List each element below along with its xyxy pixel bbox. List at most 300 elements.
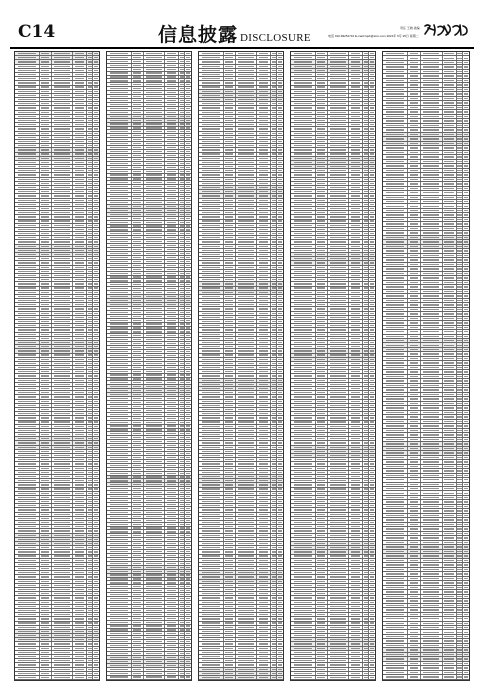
table-cell: [15, 467, 40, 470]
table-cell: [224, 106, 236, 109]
cell-text-block: [278, 317, 282, 318]
cell-text-block: [180, 374, 184, 375]
cell-text-block: [146, 96, 162, 97]
cell-text-block: [94, 66, 98, 67]
cell-text-block: [202, 212, 220, 213]
cell-text-block: [186, 88, 190, 89]
cell-text-block: [18, 442, 36, 443]
cell-text-block: [133, 194, 141, 195]
cell-text-block: [75, 304, 85, 305]
cell-text-block: [75, 610, 85, 611]
table-cell: [144, 252, 166, 255]
cell-text-block: [75, 409, 85, 410]
table-cell: [236, 140, 258, 143]
table-cell: [15, 676, 40, 679]
table-cell: [40, 199, 52, 202]
cell-text-block: [41, 480, 49, 481]
cell-text-block: [278, 308, 282, 309]
cell-text-block: [133, 484, 141, 485]
cell-text-block: [180, 406, 184, 407]
cell-text-block: [18, 149, 36, 150]
cell-text-block: [110, 500, 128, 501]
cell-text-block: [225, 187, 233, 188]
table-cell: [107, 232, 132, 235]
cell-text-block: [94, 405, 98, 406]
cell-text-block: [88, 660, 92, 661]
table-cell: [52, 508, 74, 511]
table-cell: [73, 617, 87, 620]
cell-text-block: [146, 127, 162, 128]
cell-text-block: [180, 265, 184, 266]
table-cell: [52, 567, 74, 570]
cell-text-block: [41, 195, 49, 196]
table-cell: [236, 115, 258, 118]
cell-text-block: [180, 622, 184, 623]
cell-text-block: [18, 572, 36, 573]
table-cell: [107, 87, 132, 90]
cell-text-block: [180, 527, 184, 528]
table-cell: [165, 425, 179, 428]
table-cell: [93, 663, 99, 666]
cell-text-block: [133, 288, 141, 289]
cell-text-block: [110, 65, 128, 66]
cell-text-block: [180, 100, 184, 101]
table-cell: [277, 303, 283, 306]
table-cell: [40, 77, 52, 80]
table-cell: [73, 228, 87, 231]
cell-text-block: [18, 505, 36, 506]
table-cell: [15, 479, 40, 482]
cell-text-block: [278, 179, 282, 180]
cell-text-block: [272, 153, 276, 154]
table-cell: [132, 189, 144, 192]
table-cell: [107, 362, 132, 365]
cell-text-block: [133, 586, 141, 587]
table-cell: [185, 644, 191, 647]
table-cell: [15, 613, 40, 616]
cell-text-block: [225, 57, 233, 58]
table-cell: [107, 240, 132, 243]
table-cell: [257, 132, 271, 135]
table-cell: [107, 676, 132, 679]
cell-text-block: [180, 323, 184, 324]
cell-text-block: [225, 250, 233, 251]
table-cell: [52, 207, 74, 210]
cell-text-block: [278, 254, 282, 255]
table-cell: [93, 642, 99, 645]
cell-text-block: [225, 292, 233, 293]
cell-text-block: [278, 191, 282, 192]
table-cell: [73, 257, 87, 260]
cell-text-block: [180, 261, 184, 262]
table-cell: [107, 181, 132, 184]
cell-text-block: [180, 300, 184, 301]
cell-text-block: [133, 441, 141, 442]
table-cell: [15, 341, 40, 344]
table-cell: [257, 240, 271, 243]
cell-text-block: [225, 267, 233, 268]
table-cell: [132, 72, 144, 75]
cell-text-block: [225, 237, 233, 238]
cell-text-block: [54, 669, 70, 670]
table-cell: [93, 416, 99, 419]
table-cell: [144, 507, 166, 510]
table-cell: [93, 157, 99, 160]
cell-text-block: [110, 378, 128, 379]
table-cell: [132, 327, 144, 330]
table-cell: [73, 278, 87, 281]
table-cell: [199, 56, 224, 59]
table-cell: [257, 349, 271, 352]
cell-text-block: [133, 131, 141, 132]
table-cell: [165, 268, 179, 271]
cell-text-block: [133, 241, 141, 242]
cell-text-block: [18, 543, 36, 544]
table-cell: [132, 107, 144, 110]
table-cell: [15, 437, 40, 440]
cell-text-block: [186, 300, 190, 301]
cell-text-block: [41, 158, 49, 159]
cell-text-block: [94, 669, 98, 670]
cell-text-block: [180, 390, 184, 391]
table-cell: [199, 115, 224, 118]
table-cell: [224, 341, 236, 344]
table-cell: [107, 127, 132, 130]
table-cell: [73, 655, 87, 658]
cell-text-block: [146, 665, 162, 666]
table-cell: [224, 224, 236, 227]
cell-text-block: [94, 321, 98, 322]
table-cell: [144, 307, 166, 310]
table-cell: [40, 299, 52, 302]
cell-text-block: [278, 187, 282, 188]
cell-text-block: [186, 351, 190, 352]
cell-text-block: [133, 316, 141, 317]
cell-text-block: [18, 530, 36, 531]
cell-text-block: [41, 57, 49, 58]
cell-text-block: [110, 276, 128, 277]
cell-text-block: [167, 571, 177, 572]
table-cell: [277, 69, 283, 72]
cell-text-block: [186, 669, 190, 670]
table-cell: [224, 291, 236, 294]
cell-text-block: [272, 216, 276, 217]
cell-text-block: [41, 388, 49, 389]
cell-text-block: [225, 53, 233, 54]
table-cell: [144, 570, 166, 573]
table-cell: [52, 437, 74, 440]
cell-text-block: [186, 418, 190, 419]
cell-text-block: [75, 61, 85, 62]
cell-text-block: [259, 200, 269, 201]
table-cell: [185, 303, 191, 306]
table-cell: [132, 260, 144, 263]
cell-text-block: [225, 95, 233, 96]
cell-text-block: [146, 449, 162, 450]
cell-text-block: [272, 133, 276, 134]
cell-text-block: [18, 560, 36, 561]
table-cell: [185, 366, 191, 369]
cell-text-block: [133, 582, 141, 583]
cell-text-block: [18, 61, 36, 62]
cell-text-block: [75, 447, 85, 448]
table-cell: [15, 136, 40, 139]
cell-text-block: [186, 292, 190, 293]
table-cell: [236, 211, 258, 214]
table-cell: [15, 638, 40, 641]
table-cell: [93, 437, 99, 440]
table-cell: [73, 647, 87, 650]
cell-text-block: [75, 593, 85, 594]
cell-text-block: [202, 82, 220, 83]
cell-text-block: [186, 641, 190, 642]
cell-text-block: [146, 335, 162, 336]
cell-text-block: [272, 250, 276, 251]
cell-text-block: [186, 586, 190, 587]
cell-text-block: [88, 581, 92, 582]
cell-text-block: [146, 300, 162, 301]
table-row: [15, 676, 99, 680]
cell-text-block: [41, 70, 49, 71]
cell-text-block: [94, 124, 98, 125]
table-cell: [93, 278, 99, 281]
cell-text-block: [41, 53, 49, 54]
cell-text-block: [238, 78, 254, 79]
cell-text-block: [186, 473, 190, 474]
table-cell: [144, 409, 166, 412]
cell-text-block: [133, 178, 141, 179]
cell-text-block: [18, 287, 36, 288]
cell-text-block: [259, 304, 269, 305]
table-cell: [40, 303, 52, 306]
table-cell: [93, 609, 99, 612]
cell-text-block: [202, 183, 220, 184]
cell-text-block: [41, 153, 49, 154]
table-cell: [257, 203, 271, 206]
table-cell: [40, 408, 52, 411]
cell-text-block: [259, 250, 269, 251]
cell-text-block: [94, 191, 98, 192]
cell-text-block: [18, 459, 36, 460]
cell-text-block: [75, 208, 85, 209]
cell-text-block: [272, 279, 276, 280]
table-cell: [93, 349, 99, 352]
table-cell: [132, 299, 144, 302]
table-cell: [224, 249, 236, 252]
table-cell: [52, 270, 74, 273]
table-cell: [165, 581, 179, 584]
table-cell: [277, 140, 283, 143]
cell-text-block: [225, 279, 233, 280]
table-cell: [132, 358, 144, 361]
table-cell: [73, 651, 87, 654]
table-cell: [185, 146, 191, 149]
table-cell: [185, 272, 191, 275]
cell-text-block: [238, 271, 254, 272]
table-cell: [165, 162, 179, 165]
cell-text-block: [167, 394, 177, 395]
table-cell: [257, 186, 271, 189]
table-cell: [73, 111, 87, 114]
cell-text-block: [180, 669, 184, 670]
table-cell: [257, 173, 271, 176]
cell-text-block: [54, 112, 70, 113]
cell-text-block: [167, 574, 177, 575]
cell-text-block: [186, 551, 190, 552]
cell-text-block: [167, 567, 177, 568]
table-cell: [144, 436, 166, 439]
cell-text-block: [238, 162, 254, 163]
table-cell: [144, 491, 166, 494]
table-cell: [15, 571, 40, 574]
cell-text-block: [186, 543, 190, 544]
cell-text-block: [41, 287, 49, 288]
cell-text-block: [94, 564, 98, 565]
cell-text-block: [110, 669, 128, 670]
cell-text-block: [133, 500, 141, 501]
table-cell: [40, 207, 52, 210]
table-cell: [107, 154, 132, 157]
cell-text-block: [259, 112, 269, 113]
cell-text-block: [110, 198, 128, 199]
table-cell: [165, 676, 179, 679]
table-cell: [144, 158, 166, 161]
table-cell: [185, 429, 191, 432]
table-cell: [93, 446, 99, 449]
table-cell: [144, 123, 166, 126]
table-cell: [93, 257, 99, 260]
cell-text-block: [75, 426, 85, 427]
table-cell: [185, 154, 191, 157]
cell-text-block: [186, 578, 190, 579]
cell-text-block: [75, 614, 85, 615]
table-cell: [165, 648, 179, 651]
cell-text-block: [75, 246, 85, 247]
table-cell: [185, 162, 191, 165]
table-cell: [132, 491, 144, 494]
cell-text-block: [186, 382, 190, 383]
table-cell: [165, 613, 179, 616]
table-cell: [52, 341, 74, 344]
cell-text-block: [167, 359, 177, 360]
table-cell: [236, 182, 258, 185]
table-cell: [165, 523, 179, 526]
table-cell: [185, 417, 191, 420]
cell-text-block: [180, 574, 184, 575]
cell-text-block: [54, 535, 70, 536]
table-cell: [107, 397, 132, 400]
table-cell: [52, 668, 74, 671]
table-cell: [165, 87, 179, 90]
table-cell: [144, 303, 166, 306]
cell-text-block: [146, 190, 162, 191]
table-cell: [73, 60, 87, 63]
cell-text-block: [272, 183, 276, 184]
cell-text-block: [18, 593, 36, 594]
table-cell: [107, 429, 132, 432]
table-cell: [107, 621, 132, 624]
table-cell: [132, 91, 144, 94]
cell-text-block: [225, 61, 233, 62]
table-cell: [165, 311, 179, 314]
cell-text-block: [225, 246, 233, 247]
cell-text-block: [146, 233, 162, 234]
table-cell: [52, 534, 74, 537]
table-cell: [277, 328, 283, 331]
table-cell: [224, 253, 236, 256]
cell-text-block: [41, 648, 49, 649]
table-cell: [132, 154, 144, 157]
table-cell: [257, 249, 271, 252]
cell-text-block: [18, 250, 36, 251]
cell-text-block: [75, 350, 85, 351]
table-cell: [15, 232, 40, 235]
cell-text-block: [146, 425, 162, 426]
table-cell: [132, 315, 144, 318]
cell-text-block: [180, 661, 184, 662]
cell-text-block: [88, 271, 92, 272]
cell-text-block: [110, 567, 128, 568]
table-cell: [165, 142, 179, 145]
cell-text-block: [146, 292, 162, 293]
table-cell: [236, 77, 258, 80]
table-cell: [52, 559, 74, 562]
cell-text-block: [146, 280, 162, 281]
cell-text-block: [186, 602, 190, 603]
cell-text-block: [54, 597, 70, 598]
table-cell: [199, 123, 224, 126]
cell-text-block: [167, 292, 177, 293]
cell-text-block: [18, 669, 36, 670]
table-cell: [132, 134, 144, 137]
cell-text-block: [133, 331, 141, 332]
cell-text-block: [272, 292, 276, 293]
table-cell: [107, 221, 132, 224]
table-cell: [15, 291, 40, 294]
table-cell: [73, 605, 87, 608]
cell-text-block: [272, 346, 276, 347]
table-cell: [93, 563, 99, 566]
cell-text-block: [88, 338, 92, 339]
cell-text-block: [88, 501, 92, 502]
table-cell: [40, 458, 52, 461]
cell-text-block: [54, 166, 70, 167]
cell-text-block: [18, 267, 36, 268]
table-cell: [40, 165, 52, 168]
table-cell: [144, 358, 166, 361]
cell-text-block: [278, 107, 282, 108]
table-cell: [185, 178, 191, 181]
cell-text-block: [146, 598, 162, 599]
cell-text-block: [54, 589, 70, 590]
cell-text-block: [167, 241, 177, 242]
table-cell: [73, 609, 87, 612]
table-cell: [40, 337, 52, 340]
table-cell: [132, 597, 144, 600]
cell-text-block: [225, 233, 233, 234]
table-cell: [199, 207, 224, 210]
table-cell: [15, 324, 40, 327]
table-cell: [52, 479, 74, 482]
cell-text-block: [54, 141, 70, 142]
cell-text-block: [186, 665, 190, 666]
table-cell: [144, 236, 166, 239]
cell-text-block: [41, 371, 49, 372]
table-cell: [15, 446, 40, 449]
cell-text-block: [133, 527, 141, 528]
cell-text-block: [167, 320, 177, 321]
table-cell: [144, 613, 166, 616]
